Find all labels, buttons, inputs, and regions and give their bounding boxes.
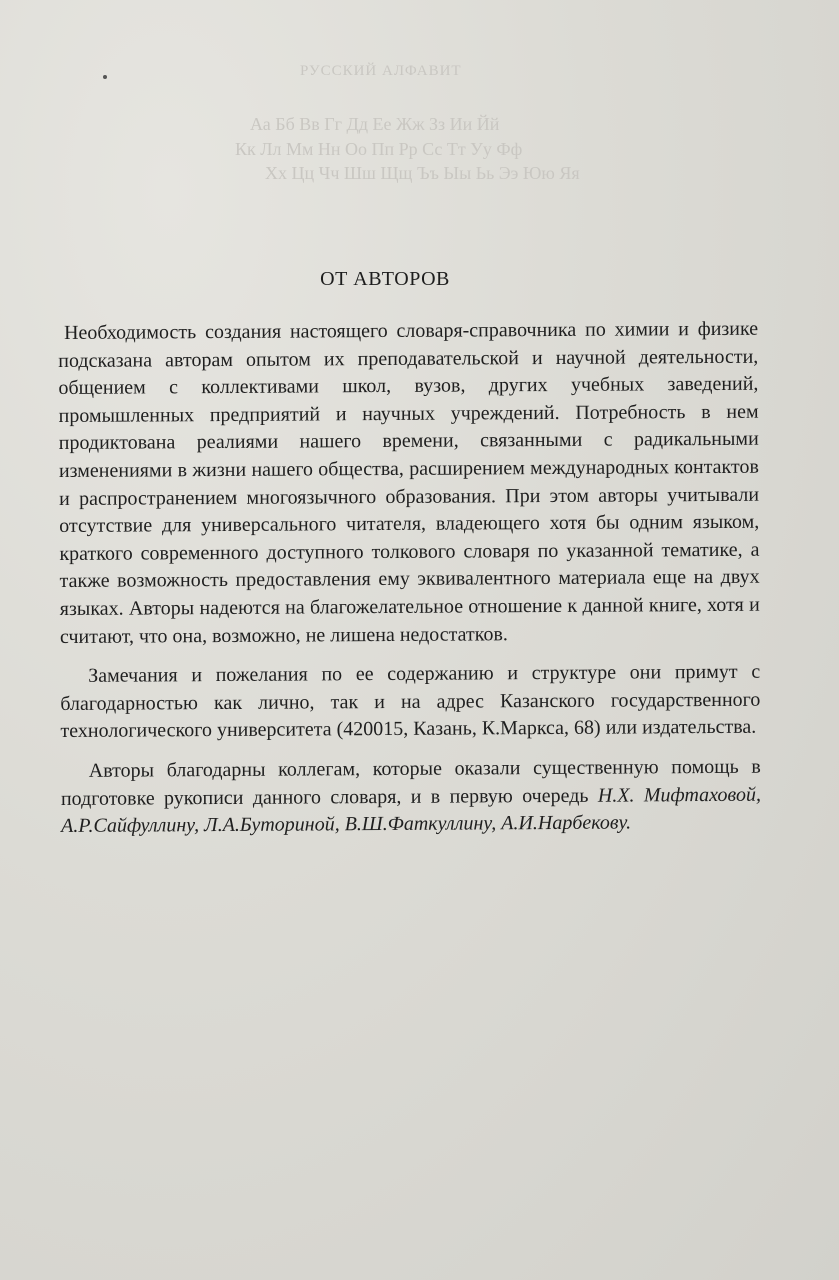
paragraph: Необходимость создания настоящего словаря-справочника по химии и физике подсказана авторам опытом их преподавательской и научной деятельности, общением с коллективами школ, вузов, других учебных заведений, промышленных предприятий и научных учреждений. Потребность в нем продиктована реалиями нашего времени, связанными с радикальными изменениями в жизни нашего общества, расширением международных контактов и распространением многоязычного образования. При этом авторы учитывали отсутствие для универсального читателя, владеющего хотя бы одним языком, краткого современного доступного толкового словаря по указанной тематике, а также возможность предоставления ему эквивалентного материала еще на двух языках. Авторы надеются на благожелательное отношение к данной книге, хотя и считают, что она, возможно, не лишена недостатков.: [58, 317, 760, 648]
acknowledgement-paragraph: [61, 754, 761, 841]
acknowledgement-text: Авторы благодарны коллегам, которые оказали существенную помощь в подготовке рукописи данного словаря, и в первую очередь: [60, 755, 761, 810]
show-through-header: РУССКИЙ АЛФАВИТ: [300, 63, 462, 79]
acknowledged-names: Н.Х. Мифтаховой, А.Р.Сайфуллину, Л.А.Буториной, В.Ш.Фаткуллину, А.И.Нарбекову.: [61, 783, 761, 838]
show-through-alphabet-line: Хх Цц Чч Шш Щщ Ъъ Ыы Ьь Ээ Юю Яя: [265, 163, 580, 183]
preface-text: [58, 316, 761, 853]
show-through-alphabet-line: Аа Бб Вв Гг Дд Ее Жж Зз Ии Йй: [250, 114, 500, 134]
paragraph: Замечания и пожелания по ее содержанию и структуре они примут с благодарностью как лично, так и на адрес Казанского государственного технологического университета (420015, Казань, К.Маркса, 68) или издательства.: [60, 660, 761, 743]
page-title: ОТ АВТОРОВ: [320, 268, 450, 290]
show-through-alphabet-line: Кк Лл Мм Нн Оо Пп Рр Сс Тт Уу Фф: [235, 139, 523, 159]
ink-speck: [103, 75, 107, 79]
